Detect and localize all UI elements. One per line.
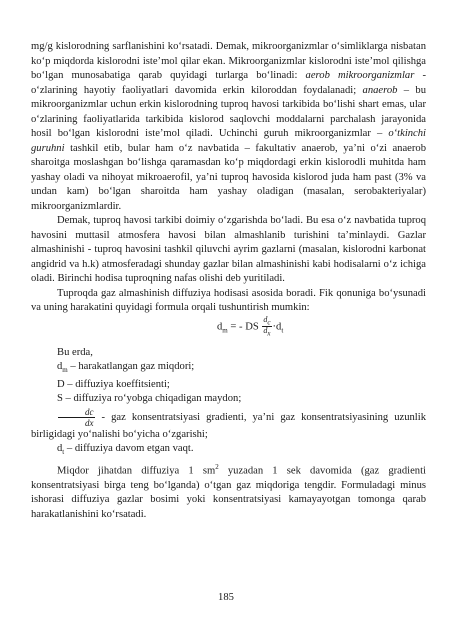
formula-tail: ·d bbox=[272, 321, 282, 333]
definitions-intro: Bu erda, bbox=[57, 346, 93, 358]
definition-dm bbox=[31, 360, 426, 378]
final-text-b: yuzadan 1 sek davomida (gaz gradienti konsentratsiyasi birga teng bo‘lganda) o‘tgan gaz miqdoriga tengdir. Formuladagi minus ishorasi diffuziya gazlar bosimi yoki konsentratsiyasi kamayayotgan tomonga qarab harakatlanishini ko‘rsatadi. bbox=[31, 465, 426, 520]
fraction-den: d bbox=[263, 326, 268, 336]
dm-symbol: d bbox=[57, 361, 63, 372]
fraction-num-sub: c bbox=[267, 318, 271, 327]
paragraph-1-text-b: - o‘zlarining hayotiy faoliyatlari davomida erkin kiloroddan foydalanadi; bbox=[31, 70, 426, 96]
dt-text: – diffuziya davom etgan vaqt. bbox=[64, 443, 194, 455]
formula-fraction bbox=[262, 316, 271, 338]
transitional-group-term: o‘tkinchi guruhni bbox=[31, 128, 426, 154]
final-paragraph bbox=[31, 460, 426, 523]
fick-formula bbox=[31, 316, 426, 346]
fraction-num: d bbox=[263, 314, 268, 324]
dm-text: – harakatlangan gaz miqdori; bbox=[67, 361, 195, 372]
formula-tail-sub: t bbox=[281, 326, 284, 335]
aerob-term: aerob mikroorganizmlar bbox=[305, 70, 415, 81]
formula-lhs-sub: m bbox=[222, 326, 228, 335]
final-text-a: Miqdor jihatdan diffuziya 1 sm bbox=[57, 465, 216, 477]
fraction-den-sub: x bbox=[267, 329, 271, 338]
definition-gradient bbox=[31, 407, 426, 443]
anaerob-term: anaerob bbox=[362, 84, 398, 96]
formula-lhs: d bbox=[217, 321, 223, 333]
paragraph-1-text-c: – bu mikroorganizmlar uchun erkin kislorodning tuproq havosi tarkibida bo‘lishi shart emas, ular o‘zlarining faoliyatlarida tarkibida kislorod saqlovchi moddalarni parchalash jarayonida hosil bo‘lgan kislorodni iste’mol qiladi. Uchinchi guruh mikroorganizmlar – bbox=[31, 84, 427, 139]
formula-eq: = - DS bbox=[227, 321, 259, 333]
paragraph-1-text-d: tashkil etib, bular ham o‘z navbatida – fakultativ anaerob, ya’ni o‘zi anaerob sharoitga moslashgan bo‘lishga qaramasdan ko‘p miqdordagi erkin kislorodli muhitda ham yashay oladi va nihoyat mikroaerofil, ya’ni tuproq havosida kislorod juda ham past (3% va undan kam) bo‘lgan sharoitda ham yashay oladigan (masalan, serobakteriyalar) mikroorganizmlardir. bbox=[31, 142, 426, 212]
paragraph-2: Demak, tuproq havosi tarkibi doimiy o‘zgarishda bo‘ladi. Bu esa o‘z navbatida tuproq havosini muttasil atmosfera havosi bilan almashlanib turishini ta’minlaydi. Gazlar almashinishi - tuproq havosini tashkil qiluvchi ayrim gazlarni (masalan, kislorodni karbonat angidrid va h.k) atmosferadagi shunday gazlar bilan almashinishi kabi hodisalarni o‘z ichiga oladi. Birinchi hodisa tuproqning nafas olishi deb yuritiladi. bbox=[31, 215, 426, 284]
gradient-den: dx bbox=[85, 417, 94, 428]
page-body bbox=[31, 40, 426, 522]
final-sup: 2 bbox=[215, 462, 219, 471]
gradient-num: dc bbox=[58, 407, 95, 418]
gradient-fraction bbox=[58, 407, 95, 428]
definition-dt bbox=[31, 442, 426, 460]
page-number: 185 bbox=[218, 592, 234, 603]
paragraph-1 bbox=[31, 40, 426, 214]
definition-d: D – diffuziya koeffitsienti; bbox=[57, 378, 170, 390]
definition-s: S – diffuziya ro‘yobga chiqadigan maydon; bbox=[57, 393, 242, 405]
dt-symbol: d bbox=[57, 443, 63, 455]
paragraph-3: Tuproqda gaz almashinish diffuziya hodisasi asosida boradi. Fik qonuniga bo‘ysunadi va uning harakatini quyidagi formula orqali tushuntirish mumkin: bbox=[31, 287, 426, 313]
gradient-text: - gaz konsentratsiyasi gradienti, ya’ni gaz konsentratsiyasining uzunlik birligidagi yo‘nalishi bo‘yicha o‘zgarishi; bbox=[31, 411, 426, 440]
dm-sub: m bbox=[62, 366, 68, 375]
paragraph-1-text-a: mg/g kislorodning sarflanishini ko‘rsatadi. Demak, mikroorganizmlar o‘simliklarga nisbatan ko‘p miqdorda kislorodni iste’mol qilar ekan. Mikroorganizmlar kislorodni iste’mol qilishga bo‘lgan munosabatiga qarab quyidagi turlarga bo‘linadi: bbox=[31, 41, 426, 81]
dt-sub: t bbox=[62, 448, 65, 457]
